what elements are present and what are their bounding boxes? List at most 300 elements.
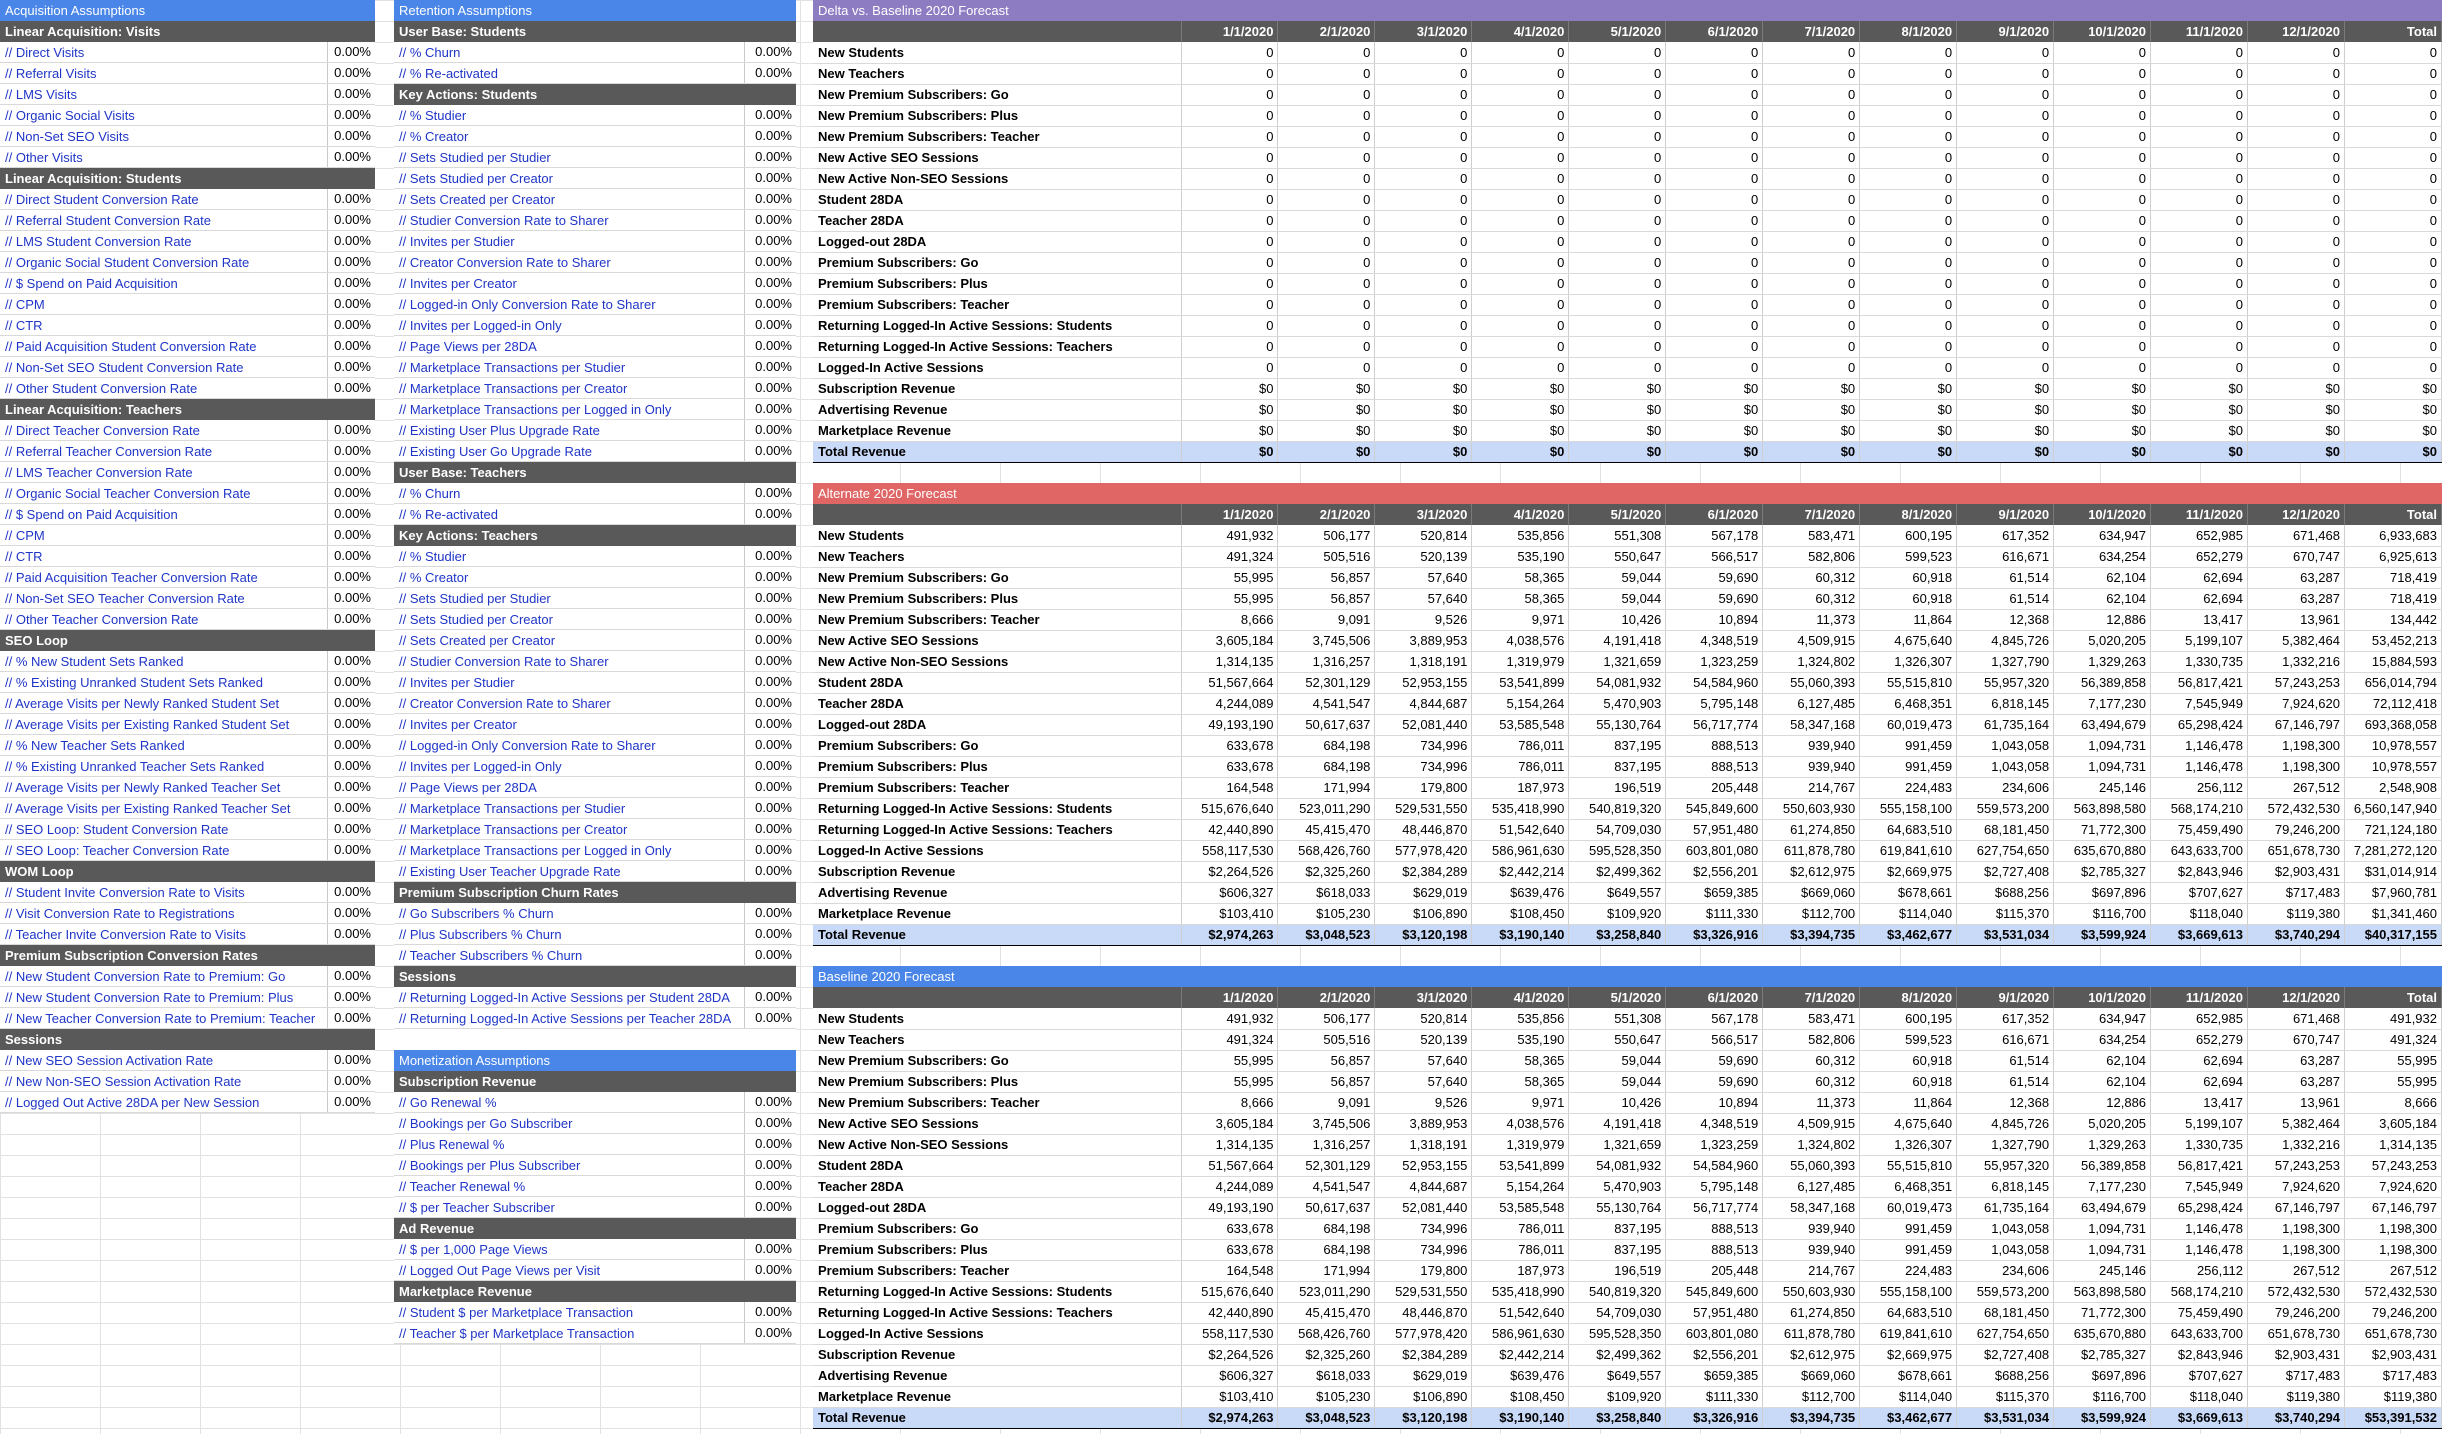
value-cell[interactable]: $0 <box>1278 420 1375 441</box>
value-cell[interactable]: 214,767 <box>1763 1260 1860 1281</box>
assumption-label[interactable]: // Go Renewal % <box>399 1094 497 1110</box>
assumption-label[interactable]: // Bookings per Plus Subscriber <box>399 1157 581 1173</box>
assumption-value-cell[interactable]: 0.00% <box>744 651 796 671</box>
metric-label-cell[interactable]: Returning Logged-In Active Sessions: Students <box>813 1281 1181 1302</box>
value-cell[interactable]: $0 <box>2344 378 2441 399</box>
assumption-row[interactable] <box>0 1008 375 1029</box>
value-cell[interactable]: 0 <box>2344 315 2441 336</box>
value-cell[interactable]: 1,316,257 <box>1278 1134 1375 1155</box>
value-cell[interactable]: 0 <box>2054 84 2151 105</box>
value-cell[interactable]: 563,898,580 <box>2054 1281 2151 1302</box>
assumption-row[interactable] <box>0 1071 375 1092</box>
month-header-cell[interactable]: 2/1/2020 <box>1278 504 1375 525</box>
value-cell[interactable]: 62,104 <box>2054 1071 2151 1092</box>
metric-label-cell[interactable]: New Premium Subscribers: Teacher <box>813 1092 1181 1113</box>
value-cell[interactable]: 5,470,903 <box>1569 693 1666 714</box>
value-cell[interactable]: 5,795,148 <box>1666 693 1763 714</box>
metric-label-cell[interactable]: Marketplace Revenue <box>813 903 1181 924</box>
assumption-value-cell[interactable]: 0.00% <box>327 567 375 587</box>
value-cell[interactable]: $3,599,924 <box>2054 1407 2151 1428</box>
assumption-label[interactable]: // Marketplace Transactions per Creator <box>399 821 628 837</box>
value-cell[interactable]: $2,499,362 <box>1569 1344 1666 1365</box>
value-cell[interactable]: 0 <box>1375 126 1472 147</box>
value-cell[interactable]: 55,995 <box>1181 567 1278 588</box>
value-cell[interactable]: 52,953,155 <box>1375 1155 1472 1176</box>
value-cell[interactable]: 734,996 <box>1375 1239 1472 1260</box>
value-cell[interactable]: 6,127,485 <box>1763 1176 1860 1197</box>
assumption-row[interactable] <box>0 63 375 84</box>
assumption-label[interactable]: // Bookings per Go Subscriber <box>399 1115 573 1131</box>
assumption-row[interactable] <box>394 1134 796 1155</box>
value-cell[interactable]: 535,856 <box>1472 1008 1569 1029</box>
value-cell[interactable]: 568,426,760 <box>1278 840 1375 861</box>
value-cell[interactable]: 0 <box>1957 294 2054 315</box>
value-cell[interactable]: 837,195 <box>1569 1218 1666 1239</box>
value-cell[interactable]: $0 <box>1569 378 1666 399</box>
assumption-label[interactable]: // Referral Teacher Conversion Rate <box>5 443 213 459</box>
value-cell[interactable]: 1,198,300 <box>2247 1239 2344 1260</box>
value-cell[interactable]: 60,019,473 <box>1860 1197 1957 1218</box>
value-cell[interactable]: 0 <box>2151 63 2248 84</box>
value-cell[interactable]: 558,117,530 <box>1181 840 1278 861</box>
assumption-row[interactable] <box>0 1092 375 1113</box>
assumption-value-cell[interactable]: 0.00% <box>744 1134 796 1154</box>
value-cell[interactable]: $3,120,198 <box>1375 1407 1472 1428</box>
value-cell[interactable]: 1,326,307 <box>1860 651 1957 672</box>
value-cell[interactable]: 0 <box>2247 42 2344 63</box>
value-cell[interactable]: 7,545,949 <box>2151 1176 2248 1197</box>
value-cell[interactable]: 4,541,547 <box>1278 693 1375 714</box>
value-cell[interactable]: 0 <box>1860 42 1957 63</box>
value-cell[interactable]: 523,011,290 <box>1278 798 1375 819</box>
assumption-row[interactable] <box>0 357 375 378</box>
value-cell[interactable]: 57,640 <box>1375 567 1472 588</box>
assumption-label[interactable]: // Other Teacher Conversion Rate <box>5 611 199 627</box>
value-cell[interactable]: 559,573,200 <box>1957 1281 2054 1302</box>
value-cell[interactable]: 0 <box>1957 357 2054 378</box>
value-cell[interactable]: $2,785,327 <box>2054 861 2151 882</box>
value-cell[interactable]: 0 <box>2247 210 2344 231</box>
value-cell[interactable]: 9,526 <box>1375 609 1472 630</box>
value-cell[interactable]: 5,382,464 <box>2247 630 2344 651</box>
assumption-label[interactable]: // Marketplace Transactions per Studier <box>399 359 626 375</box>
value-cell[interactable]: $109,920 <box>1569 1386 1666 1407</box>
assumption-row[interactable] <box>394 168 796 189</box>
value-cell[interactable]: 1,094,731 <box>2054 1218 2151 1239</box>
metric-label-cell[interactable]: Premium Subscribers: Plus <box>813 1239 1181 1260</box>
assumption-row[interactable] <box>394 987 796 1008</box>
assumption-row[interactable] <box>0 504 375 525</box>
value-cell[interactable]: 164,548 <box>1181 1260 1278 1281</box>
assumption-label[interactable]: // Direct Teacher Conversion Rate <box>5 422 200 438</box>
value-cell[interactable]: 572,432,530 <box>2247 798 2344 819</box>
value-cell[interactable]: $0 <box>1278 441 1375 462</box>
assumption-row[interactable] <box>0 924 375 945</box>
value-cell[interactable]: 4,541,547 <box>1278 1176 1375 1197</box>
value-cell[interactable]: $629,019 <box>1375 1365 1472 1386</box>
value-cell[interactable]: 0 <box>1860 210 1957 231</box>
assumption-label[interactable]: // % Existing Unranked Teacher Sets Ranked <box>5 758 265 774</box>
assumption-value-cell[interactable]: 0.00% <box>327 882 375 902</box>
assumption-row[interactable] <box>0 126 375 147</box>
value-cell[interactable]: 55,515,810 <box>1860 672 1957 693</box>
assumption-value-cell[interactable]: 0.00% <box>744 1260 796 1280</box>
value-cell[interactable]: 57,243,253 <box>2247 1155 2344 1176</box>
assumption-value-cell[interactable]: 0.00% <box>327 231 375 251</box>
value-cell[interactable]: 65,298,424 <box>2151 1197 2248 1218</box>
value-cell[interactable]: $118,040 <box>2151 903 2248 924</box>
value-cell[interactable]: 0 <box>1666 105 1763 126</box>
value-cell[interactable]: 582,806 <box>1763 1029 1860 1050</box>
assumption-value-cell[interactable]: 0.00% <box>327 1008 375 1028</box>
assumption-label[interactable]: // $ per 1,000 Page Views <box>399 1241 548 1257</box>
assumption-value-cell[interactable]: 0.00% <box>327 777 375 797</box>
value-cell[interactable]: $3,740,294 <box>2247 924 2344 945</box>
metric-label-cell[interactable]: Total Revenue <box>813 1407 1181 1428</box>
value-cell[interactable]: 0 <box>1666 231 1763 252</box>
assumption-label[interactable]: // Sets Studied per Studier <box>399 149 551 165</box>
value-cell[interactable]: $3,394,735 <box>1763 1407 1860 1428</box>
assumption-row[interactable] <box>0 714 375 735</box>
value-cell[interactable]: 0 <box>1666 294 1763 315</box>
value-cell[interactable]: 9,526 <box>1375 1092 1472 1113</box>
value-cell[interactable]: 670,747 <box>2247 546 2344 567</box>
value-cell[interactable]: 64,683,510 <box>1860 1302 1957 1323</box>
value-cell[interactable]: 0 <box>1278 231 1375 252</box>
metric-label-cell[interactable]: Teacher 28DA <box>813 1176 1181 1197</box>
value-cell[interactable]: 0 <box>1569 357 1666 378</box>
value-cell[interactable]: 1,043,058 <box>1957 735 2054 756</box>
value-cell[interactable]: $0 <box>2247 441 2344 462</box>
value-cell[interactable]: $3,258,840 <box>1569 924 1666 945</box>
value-cell[interactable]: 57,640 <box>1375 588 1472 609</box>
metric-label-cell[interactable]: Premium Subscribers: Plus <box>813 273 1181 294</box>
value-cell[interactable]: 5,470,903 <box>1569 1176 1666 1197</box>
assumption-value-cell[interactable]: 0.00% <box>327 1050 375 1070</box>
assumption-label[interactable]: // Teacher Subscribers % Churn <box>399 947 583 963</box>
value-cell[interactable]: 617,352 <box>1957 1008 2054 1029</box>
value-cell[interactable]: 63,287 <box>2247 1050 2344 1071</box>
assumption-value-cell[interactable]: 0.00% <box>744 798 796 818</box>
value-cell[interactable]: 61,274,850 <box>1763 1302 1860 1323</box>
value-cell[interactable]: 0 <box>2054 63 2151 84</box>
value-cell[interactable]: 0 <box>2054 168 2151 189</box>
value-cell[interactable]: 5,199,107 <box>2151 1113 2248 1134</box>
assumption-row[interactable] <box>0 903 375 924</box>
value-cell[interactable]: $2,903,431 <box>2247 1344 2344 1365</box>
value-cell[interactable]: 79,246,200 <box>2247 1302 2344 1323</box>
value-cell[interactable]: 939,940 <box>1763 735 1860 756</box>
value-cell[interactable]: 991,459 <box>1860 756 1957 777</box>
assumption-value-cell[interactable]: 0.00% <box>744 1176 796 1196</box>
value-cell[interactable]: 3,745,506 <box>1278 1113 1375 1134</box>
value-cell[interactable]: 619,841,610 <box>1860 840 1957 861</box>
value-cell[interactable]: 634,254 <box>2054 1029 2151 1050</box>
value-cell[interactable]: 59,044 <box>1569 567 1666 588</box>
value-cell[interactable]: 0 <box>1472 315 1569 336</box>
assumption-value-cell[interactable]: 0.00% <box>744 168 796 188</box>
value-cell[interactable]: 53,452,213 <box>2344 630 2441 651</box>
value-cell[interactable]: $2,556,201 <box>1666 1344 1763 1365</box>
value-cell[interactable]: 12,368 <box>1957 609 2054 630</box>
assumption-label[interactable]: // Direct Student Conversion Rate <box>5 191 199 207</box>
value-cell[interactable]: 586,961,630 <box>1472 840 1569 861</box>
value-cell[interactable]: 7,924,620 <box>2344 1176 2441 1197</box>
assumption-row[interactable] <box>394 315 796 336</box>
month-header-cell[interactable]: 10/1/2020 <box>2054 21 2151 42</box>
assumption-value-cell[interactable]: 0.00% <box>744 63 796 83</box>
assumption-row[interactable] <box>394 42 796 63</box>
value-cell[interactable]: 563,898,580 <box>2054 798 2151 819</box>
value-cell[interactable]: 0 <box>2151 336 2248 357</box>
assumption-label[interactable]: // Non-Set SEO Teacher Conversion Rate <box>5 590 245 606</box>
assumption-label[interactable]: // Invites per Creator <box>399 716 517 732</box>
value-cell[interactable]: 0 <box>1375 357 1472 378</box>
value-cell[interactable]: 56,817,421 <box>2151 672 2248 693</box>
metric-label-cell[interactable]: Total Revenue <box>813 441 1181 462</box>
value-cell[interactable]: $0 <box>1860 399 1957 420</box>
metric-label-cell[interactable]: New Premium Subscribers: Teacher <box>813 609 1181 630</box>
value-cell[interactable]: 0 <box>1569 168 1666 189</box>
value-cell[interactable]: 545,849,600 <box>1666 1281 1763 1302</box>
value-cell[interactable]: 0 <box>1666 252 1763 273</box>
value-cell[interactable]: 566,517 <box>1666 1029 1763 1050</box>
value-cell[interactable]: 0 <box>1278 42 1375 63</box>
value-cell[interactable]: 134,442 <box>2344 609 2441 630</box>
value-cell[interactable]: 61,514 <box>1957 588 2054 609</box>
value-cell[interactable]: 0 <box>1278 126 1375 147</box>
assumption-row[interactable] <box>0 231 375 252</box>
value-cell[interactable]: 0 <box>2054 189 2151 210</box>
value-cell[interactable]: 63,287 <box>2247 1071 2344 1092</box>
value-cell[interactable]: 0 <box>2344 273 2441 294</box>
assumption-value-cell[interactable]: 0.00% <box>744 336 796 356</box>
value-cell[interactable]: 3,889,953 <box>1375 630 1472 651</box>
value-cell[interactable]: 56,857 <box>1278 567 1375 588</box>
value-cell[interactable]: 718,419 <box>2344 567 2441 588</box>
value-cell[interactable]: 3,745,506 <box>1278 630 1375 651</box>
value-cell[interactable]: $2,669,975 <box>1860 861 1957 882</box>
value-cell[interactable]: 0 <box>1763 252 1860 273</box>
value-cell[interactable]: 651,678,730 <box>2247 1323 2344 1344</box>
value-cell[interactable]: 4,348,519 <box>1666 1113 1763 1134</box>
assumption-row[interactable] <box>0 777 375 798</box>
value-cell[interactable]: 0 <box>2054 126 2151 147</box>
value-cell[interactable]: 55,515,810 <box>1860 1155 1957 1176</box>
value-cell[interactable]: 4,348,519 <box>1666 630 1763 651</box>
value-cell[interactable]: 58,347,168 <box>1763 714 1860 735</box>
assumption-label[interactable]: // Invites per Creator <box>399 275 517 291</box>
assumption-label[interactable]: // Studier Conversion Rate to Sharer <box>399 212 609 228</box>
assumption-label[interactable]: // Average Visits per Existing Ranked Teacher Set <box>5 800 291 816</box>
assumption-row[interactable] <box>394 336 796 357</box>
value-cell[interactable]: 0 <box>2151 42 2248 63</box>
value-cell[interactable]: $0 <box>1278 378 1375 399</box>
assumption-row[interactable] <box>394 105 796 126</box>
value-cell[interactable]: 611,878,780 <box>1763 1323 1860 1344</box>
value-cell[interactable]: 656,014,794 <box>2344 672 2441 693</box>
value-cell[interactable]: 10,426 <box>1569 609 1666 630</box>
assumption-row[interactable] <box>394 735 796 756</box>
value-cell[interactable]: 245,146 <box>2054 1260 2151 1281</box>
value-cell[interactable]: $0 <box>1278 399 1375 420</box>
value-cell[interactable]: 256,112 <box>2151 1260 2248 1281</box>
value-cell[interactable]: 617,352 <box>1957 525 2054 546</box>
value-cell[interactable]: 0 <box>1472 357 1569 378</box>
assumption-row[interactable] <box>0 840 375 861</box>
value-cell[interactable]: $629,019 <box>1375 882 1472 903</box>
value-cell[interactable]: $105,230 <box>1278 903 1375 924</box>
assumption-label[interactable]: // Creator Conversion Rate to Sharer <box>399 695 611 711</box>
assumption-label[interactable]: // Page Views per 28DA <box>399 338 537 354</box>
value-cell[interactable]: 56,717,774 <box>1666 1197 1763 1218</box>
value-cell[interactable]: 0 <box>2344 210 2441 231</box>
value-cell[interactable]: 0 <box>1375 294 1472 315</box>
value-cell[interactable]: 0 <box>2344 336 2441 357</box>
assumption-value-cell[interactable]: 0.00% <box>327 210 375 230</box>
value-cell[interactable]: 0 <box>1278 63 1375 84</box>
assumption-label[interactable]: // Returning Logged-In Active Sessions per Teacher 28DA <box>399 1010 732 1026</box>
assumption-row[interactable] <box>0 336 375 357</box>
assumption-label[interactable]: // New Teacher Conversion Rate to Premium: Teacher <box>5 1010 316 1026</box>
value-cell[interactable]: 1,314,135 <box>2344 1134 2441 1155</box>
value-cell[interactable]: 11,864 <box>1860 609 1957 630</box>
value-cell[interactable]: 0 <box>1181 84 1278 105</box>
value-cell[interactable]: 837,195 <box>1569 1239 1666 1260</box>
value-cell[interactable]: 633,678 <box>1181 735 1278 756</box>
value-cell[interactable]: 939,940 <box>1763 1218 1860 1239</box>
value-cell[interactable]: $618,033 <box>1278 1365 1375 1386</box>
value-cell[interactable]: 0 <box>1375 84 1472 105</box>
value-cell[interactable]: 611,878,780 <box>1763 840 1860 861</box>
value-cell[interactable]: 5,020,205 <box>2054 1113 2151 1134</box>
value-cell[interactable]: 53,585,548 <box>1472 714 1569 735</box>
value-cell[interactable]: $717,483 <box>2247 1365 2344 1386</box>
assumption-label[interactable]: // Plus Renewal % <box>399 1136 505 1152</box>
value-cell[interactable]: $3,531,034 <box>1957 1407 2054 1428</box>
value-cell[interactable]: 0 <box>1957 126 2054 147</box>
metric-label-cell[interactable]: Subscription Revenue <box>813 1344 1181 1365</box>
value-cell[interactable]: 634,254 <box>2054 546 2151 567</box>
assumption-row[interactable] <box>0 483 375 504</box>
value-cell[interactable]: 45,415,470 <box>1278 1302 1375 1323</box>
value-cell[interactable]: $0 <box>1763 420 1860 441</box>
value-cell[interactable]: $3,462,677 <box>1860 924 1957 945</box>
assumption-row[interactable] <box>0 1050 375 1071</box>
assumption-value-cell[interactable]: 0.00% <box>744 861 796 881</box>
month-header-cell[interactable]: 12/1/2020 <box>2247 21 2344 42</box>
metric-label-cell[interactable]: Total Revenue <box>813 924 1181 945</box>
value-cell[interactable]: 0 <box>1957 63 2054 84</box>
value-cell[interactable]: 4,191,418 <box>1569 630 1666 651</box>
assumption-value-cell[interactable]: 0.00% <box>744 714 796 734</box>
value-cell[interactable]: 9,971 <box>1472 609 1569 630</box>
value-cell[interactable]: 60,312 <box>1763 567 1860 588</box>
assumption-value-cell[interactable]: 0.00% <box>327 294 375 314</box>
assumption-row[interactable] <box>394 357 796 378</box>
assumption-label[interactable]: // Logged Out Page Views per Visit <box>399 1262 601 1278</box>
value-cell[interactable]: $111,330 <box>1666 1386 1763 1407</box>
month-header-cell[interactable]: 6/1/2020 <box>1666 21 1763 42</box>
value-cell[interactable]: 0 <box>2344 357 2441 378</box>
value-cell[interactable]: 0 <box>2054 105 2151 126</box>
assumption-value-cell[interactable]: 0.00% <box>327 336 375 356</box>
value-cell[interactable]: $669,060 <box>1763 1365 1860 1386</box>
value-cell[interactable]: 0 <box>2344 63 2441 84</box>
value-cell[interactable]: $108,450 <box>1472 1386 1569 1407</box>
value-cell[interactable]: 535,418,990 <box>1472 798 1569 819</box>
value-cell[interactable]: 0 <box>2054 231 2151 252</box>
value-cell[interactable]: 0 <box>1569 63 1666 84</box>
value-cell[interactable]: 1,319,979 <box>1472 651 1569 672</box>
value-cell[interactable]: 0 <box>1957 273 2054 294</box>
value-cell[interactable]: 54,584,960 <box>1666 1155 1763 1176</box>
value-cell[interactable]: $105,230 <box>1278 1386 1375 1407</box>
value-cell[interactable]: $112,700 <box>1763 903 1860 924</box>
assumption-value-cell[interactable]: 0.00% <box>327 126 375 146</box>
assumption-label[interactable]: // Teacher $ per Marketplace Transaction <box>399 1325 635 1341</box>
value-cell[interactable]: 9,971 <box>1472 1092 1569 1113</box>
assumption-row[interactable] <box>394 189 796 210</box>
value-cell[interactable]: 1,327,790 <box>1957 651 2054 672</box>
value-cell[interactable]: $2,843,946 <box>2151 1344 2248 1365</box>
value-cell[interactable]: 734,996 <box>1375 756 1472 777</box>
value-cell[interactable]: 0 <box>1957 210 2054 231</box>
assumption-value-cell[interactable]: 0.00% <box>744 399 796 419</box>
value-cell[interactable]: 3,605,184 <box>1181 630 1278 651</box>
value-cell[interactable]: 187,973 <box>1472 777 1569 798</box>
month-header-cell[interactable]: 6/1/2020 <box>1666 987 1763 1008</box>
value-cell[interactable]: 0 <box>1472 189 1569 210</box>
value-cell[interactable]: 0 <box>1375 336 1472 357</box>
value-cell[interactable]: 10,894 <box>1666 1092 1763 1113</box>
assumption-row[interactable] <box>394 399 796 420</box>
assumption-value-cell[interactable]: 0.00% <box>744 42 796 62</box>
value-cell[interactable]: 1,316,257 <box>1278 651 1375 672</box>
value-cell[interactable]: $618,033 <box>1278 882 1375 903</box>
month-header-cell[interactable]: 8/1/2020 <box>1860 504 1957 525</box>
assumption-value-cell[interactable]: 0.00% <box>744 903 796 923</box>
value-cell[interactable]: 0 <box>1472 294 1569 315</box>
assumption-value-cell[interactable]: 0.00% <box>744 1008 796 1028</box>
value-cell[interactable]: 0 <box>1181 210 1278 231</box>
value-cell[interactable]: 0 <box>1278 294 1375 315</box>
assumption-value-cell[interactable]: 0.00% <box>327 42 375 62</box>
value-cell[interactable]: $2,974,263 <box>1181 924 1278 945</box>
assumption-row[interactable] <box>0 966 375 987</box>
value-cell[interactable]: 49,193,190 <box>1181 1197 1278 1218</box>
value-cell[interactable]: 558,117,530 <box>1181 1323 1278 1344</box>
value-cell[interactable]: 0 <box>1957 168 2054 189</box>
assumption-row[interactable] <box>394 1260 796 1281</box>
assumption-value-cell[interactable]: 0.00% <box>327 672 375 692</box>
value-cell[interactable]: 643,633,700 <box>2151 840 2248 861</box>
assumption-row[interactable] <box>394 294 796 315</box>
assumption-label[interactable]: // CTR <box>5 548 43 564</box>
value-cell[interactable]: 0 <box>2247 336 2344 357</box>
value-cell[interactable]: 0 <box>2054 147 2151 168</box>
value-cell[interactable]: 4,509,915 <box>1763 1113 1860 1134</box>
assumption-label[interactable]: // Direct Visits <box>5 44 85 60</box>
value-cell[interactable]: 684,198 <box>1278 1239 1375 1260</box>
assumption-value-cell[interactable]: 0.00% <box>744 483 796 503</box>
value-cell[interactable]: 0 <box>2247 105 2344 126</box>
assumption-value-cell[interactable]: 0.00% <box>744 273 796 293</box>
value-cell[interactable]: 62,694 <box>2151 1071 2248 1092</box>
assumption-row[interactable] <box>0 252 375 273</box>
value-cell[interactable]: 888,513 <box>1666 1239 1763 1260</box>
value-cell[interactable]: 1,094,731 <box>2054 1239 2151 1260</box>
